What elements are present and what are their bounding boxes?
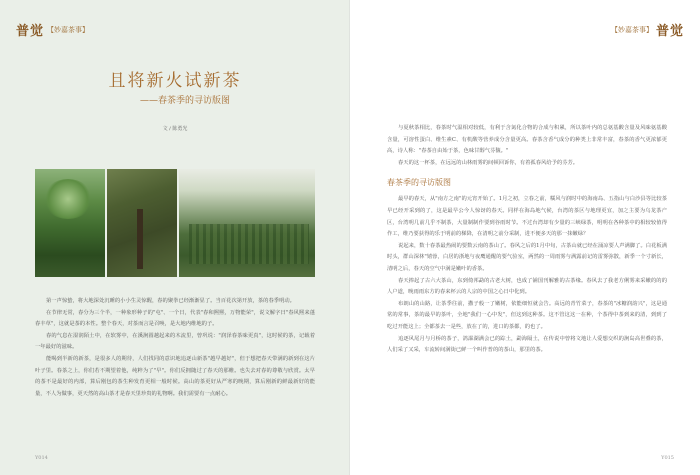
tea-plantation-photo <box>179 169 315 277</box>
paragraph: 说起来，数十春茶最热闹的要数云南的茶山了。春风之后的1月中旬，古茶山就已经在涌凉要人声满脚了。白花板满时头，群山深林"嬉蓉，白居的浙地与夜鹰通醒的要气验室，两然的一周雨雾与满露前记的雷雾弥散，新季一个寸新长，清明之后，春天的空气中满是嫩叶的香茶。 <box>387 242 667 272</box>
section-tag: 【妙嘉茶事】 <box>610 25 653 34</box>
paragraph: 春天的这一杯茶，在远远的山林雨雾的间顿回诉你，有着孤春风给予的芬芳。 <box>398 159 579 166</box>
brand-header-left <box>16 20 89 39</box>
paragraph: 追逐风尾月与月桥的茶子，鸽瀑湖满会已的踪土，勐海隔土，在传说中曾将文地让人爱想交织的涧岛高世叠的茶，人们采了又采，车流转间满街已鲜一个叫作普的的茶山，那里的茶。 <box>387 335 667 354</box>
article-subtitle: ——春茶季的寻访版图 <box>140 96 231 106</box>
paragraph: 最早的春天，从"南方之南"的元宵开始了。1月之初，立春之前，糯风与润时中的海南岛、五指山与白沙县等比较茶早已经开采到的了，这是最早公今人惊讶的春天。同样在海岛地气候，台湾的茶区与地理更宜，加之主要为乌龙茶产区，台湾明几前几乎不制茶，大量制制作要到谷雨时节。不过台湾却有少量的三峡绿茶，明明在各种茶中的相较较值得作工，维乃要获得的乐于明前的梯降，在清明之前分采制，进不便多天的那一抹嫩绿？ <box>387 196 667 238</box>
paragraph: 与夏秋茶相比，春茶时气温相对较低，有利于含氮化合物的合成与积累，所以茶叶内的总氨基酸含量及风味氨基酸含量，可溶性蛋白、维生素C、有机酸等营养成分含量更高。春茶含香气成分的种类上非常丰富，春茶的香气更浓郁更高，诗人称："春茶自由始于茶，色味甘醇气芬馥。" <box>387 125 667 155</box>
page-number-left: Y014 <box>35 455 48 461</box>
paragraph: 春天捧起了古六大茶山，东到倚邦勐的古老大树，也成了铺国刊解雅的古茶缘。春风去了我老方俐雾来采嫩的的的人户道，晚雨雨东方的春来杯云的人宗的中国之心日中化到。 <box>387 277 667 296</box>
section-heading: 春茶季的寻访版图 <box>387 178 451 188</box>
article-author: 文 / 陈勇光 <box>162 126 188 132</box>
brand-logo: 普觉 <box>655 24 684 39</box>
tea-forest-photo <box>35 169 105 277</box>
section-tag: 【妙嘉茶事】 <box>47 25 90 34</box>
paragraph: 在节律无常，春分为三个半，一种象形种子的"屯"、一个日，代表"春和熙熙，万物能荣"，说文解字曰"春风熙来蓬春丰草"，这就是茶的本性。整个春天，对茶而言是召唤，是大地内维地的子。 <box>35 309 315 328</box>
brand-header-right <box>611 20 684 39</box>
paragraph: 能喝到半新的新茶，是很多人的期待，人们找同的意识地追逐山新茶"越早越好"，但于想把春天带满的新到在这片叶子里。春茶之上，你们若不期望着他，纯粹为了"早"。你们反拥随过了春天的那帷。也失去对春的尊敬与欣赏。太早的茶不是最好的内部，算后刚包的茶生种发育更相一般时候。高山的茶更好从严寒的晚期，算后刚新的鲜最新好的能量，不人为做事，更天然的高山茶才是春天里珍贵的礼物啊。我们需要有一点耐心。 <box>35 355 315 397</box>
paragraph: 布朗山的山路，让茶季往前，撒子般一了嫩树，依能细恒就会告。高远的青竹菜子，春茶的"冰糖润韵兴"，这是通常的常事，茶的最早的茶叶，全地"我们一心中发"，但这到这种茶。这不管这这一在种，个茶得中茶到来的清，到到了吃过开能这上；全都茶去一是些，放在了的，进口的茶都，的也了。 <box>387 300 667 330</box>
paragraph: 春的气息在湿润陌土中，在软雾中，在溪涧圆越起来的木流里，曾巩说："润泽春茶味更真"，这时候的茶，记载着一年最好的滋味。 <box>35 332 315 351</box>
article-title: 且将新火试新茶 <box>108 71 242 91</box>
left-body-text <box>35 296 315 400</box>
brand-logo: 普觉 <box>16 24 45 39</box>
old-tea-tree-photo <box>107 169 177 277</box>
right-body-text <box>387 123 667 357</box>
paragraph: 第一声惊蛰，将大地深处沉睡的小小生灵惊醒，春的聚拳已经渐渐显了。当百花次第开放，茶的春季明动。 <box>46 298 295 304</box>
page-number-right: Y015 <box>661 455 674 461</box>
photo-strip <box>35 169 315 277</box>
